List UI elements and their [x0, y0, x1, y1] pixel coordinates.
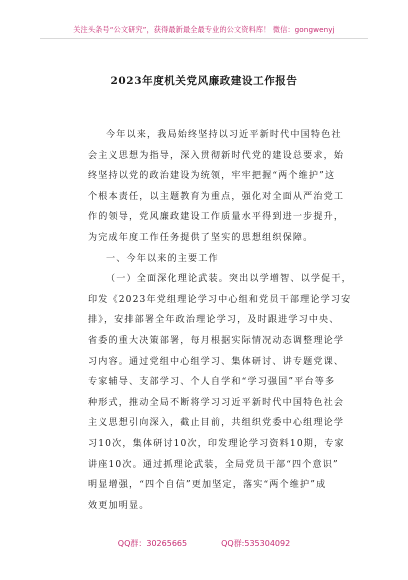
body-line: 个根本责任，以主题教育为重点，强化对全面从严治党工 [88, 191, 345, 202]
footer [0, 538, 408, 549]
body-line: 明显增强，“四个自信”更加坚定，落实“两个维护”成 [88, 480, 327, 491]
body-line: 终坚持以党的政治建设为统领，牢牢把握“两个维护”这 [88, 171, 336, 182]
body-line: 为完成年度工作任务提供了坚实的思想组织保障。 [88, 232, 314, 243]
footer-qq-group-2: QQ群:535304092 [221, 539, 291, 548]
body-line: 习10次，集体研讨10次，印发理论学习资料10期，专家 [88, 438, 345, 449]
body-line: 种形式，推动全局不断将学习习近平新时代中国特色社会 [88, 397, 345, 408]
body-line: 讲座10次。通过抓理论武装，全局党员干部“四个意识” [88, 459, 339, 470]
header-divider [40, 38, 368, 39]
body-line: 作的领导，党风廉政建设工作质量水平得到进一步提升， [88, 212, 345, 223]
document-title: 2023年度机关党风廉政建设工作报告 [110, 75, 298, 87]
body-line: （一）全面深化理论武装。突出以学增智、以学促干， [106, 274, 352, 285]
body-line: 会主义思想为指导，深入贯彻新时代党的建设总要求，始 [88, 150, 345, 161]
body-line: 今年以来，我局始终坚持以习近平新时代中国特色社 [106, 130, 342, 140]
body-line: 习内容。通过党组中心组学习、集体研讨、讲专题党课、 [88, 356, 345, 367]
header-note: 关注头条号“公文研究”，获得最新最全最专业的公文资料库！ 微信：gongwenyj [73, 25, 335, 34]
footer-qq-group-1: QQ群：30265665 [117, 539, 188, 548]
body-line: 主义思想引向深入，截止目前，共组织党委中心组理论学 [88, 418, 345, 429]
body-line: 印发《2023年党组理论学习中心组和党员干部理论学习安 [88, 294, 352, 305]
body-line: 省委的重大决策部署，每月根据实际情况动态调整理论学 [88, 335, 345, 346]
body-line: 排》，安排部署全年政治理论学习，及时跟进学习中央、 [88, 315, 340, 326]
body-line: 专家辅导、支部学习、个人自学和“学习强国”平台等多 [88, 377, 336, 388]
document-body [88, 125, 350, 516]
body-line: 效更加明显。 [88, 500, 150, 511]
section-heading: 一、今年以来的主要工作 [106, 253, 219, 264]
